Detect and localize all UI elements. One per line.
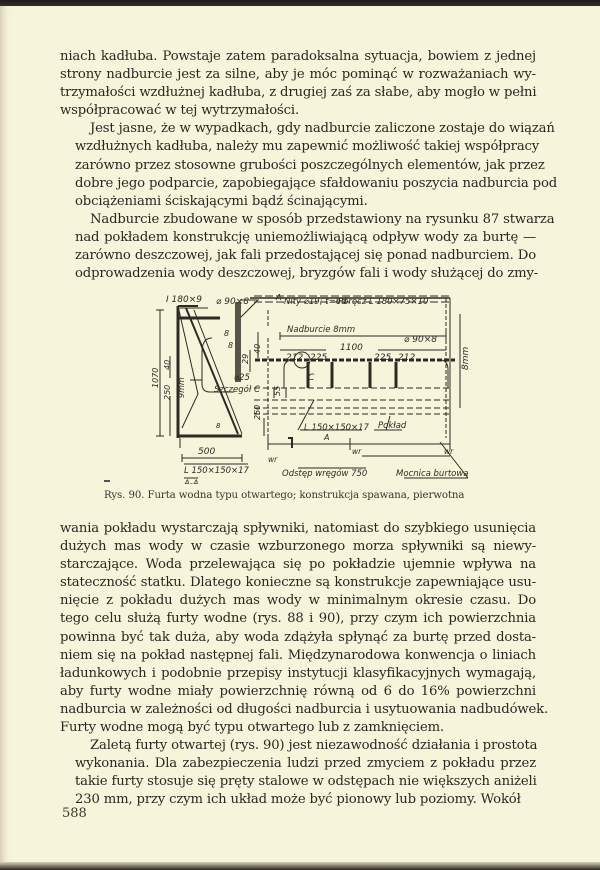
paragraph: [60, 737, 536, 809]
deck-line: [254, 385, 450, 400]
label-angle-bottom-mid: L 150×150×17: [304, 423, 369, 433]
text-line: nięcie z pokładu dużych mas wody w minimalnym okresie czasu. Do: [60, 593, 536, 609]
label-section-marker: A: [276, 293, 282, 302]
text-line: trzymałości wzdłużnej kadłuba, z drugiej zaś za słabe, aby mogło w pełni: [60, 85, 537, 101]
text-line: 230 mm, przy czym ich układ może być pionowy lub poziomy. Wokół: [75, 792, 521, 808]
text-line: strony nadburcie jest za silne, aby je móc pominąć w rozważaniach wy-: [60, 67, 536, 83]
text-line: nadburcia w zależności od długości nadburcia i usytuowania nadbudówek.: [60, 701, 549, 717]
text-line: powinna być tak duża, aby woda zdążyła spłynąć za burtę przed dosta-: [60, 629, 536, 645]
label-bulwark: Nadburcie 8mm: [287, 325, 356, 335]
text-line: aby furty wodne miały powierzchnię równą od 6 do 16% powierzchni: [60, 683, 536, 699]
label-angle-bottom-left: L 150×150×17: [184, 466, 249, 476]
label-dim-55: 55: [273, 385, 282, 396]
label-deck: Pokład: [378, 421, 407, 431]
text-line: stateczność statku. Dlatego konieczne są konstrukcje zapewniające usu-: [60, 575, 536, 591]
figure-caption: Rys. 90. Furta wodna typu otwartego; konstrukcja spawana, pierwotna: [104, 490, 465, 501]
text-line: dobre jego podparcie, zapobiegające sfałdowaniu poszycia nadburcia pod: [75, 175, 558, 191]
text-line: Nadburcie zbudowane w sposób przedstawiony na rysunku 87 stwarza: [90, 211, 555, 227]
paragraph: [60, 520, 549, 737]
label-dim-225-left: 225: [310, 353, 328, 363]
label-dim-212-right: 212: [398, 353, 416, 363]
text-line: obciążeniami ściskającymi bądź ścinającymi.: [75, 193, 368, 209]
label-dim-8mm: 8mm: [461, 346, 470, 370]
label-angle-bar-top: Poręcz L 180×75×10: [338, 297, 429, 307]
label-round-bar-2: ⌀ 90×8: [404, 335, 437, 345]
label-detail-c: Szczegół C: [214, 385, 260, 395]
text-line: zarówno deszczowej, jak fali przedostającej się ponad nadburciem. Do: [75, 248, 536, 264]
label-dim-29: 29: [241, 353, 250, 364]
label-dim-8-a: 8: [224, 329, 230, 338]
label-rivets: Nity ⌀19; t=6d: [284, 297, 347, 307]
text-line: wania pokładu wystarczają spływniki, natomiast do szybkiego usunięcia: [60, 521, 536, 536]
label-round-bar: ⌀ 90×8: [216, 297, 249, 307]
text-line: Zaletą furty otwartej (rys. 90) jest niezawodność działania i prostota: [90, 738, 538, 754]
label-dim-40: 40: [163, 359, 172, 370]
text-block-top: [60, 48, 558, 283]
text-line: zarówno przez stosowne grubości poszczególnych elementów, jak przez: [75, 157, 545, 173]
text-line: dużych mas wody w czasie wzburzonego morza spływniki są niewy-: [60, 539, 536, 555]
text-line: Jest jasne, że w wypadkach, gdy nadburcie zaliczone zostaje do wiązań: [90, 121, 555, 137]
label-section-marker-bottom: A: [324, 433, 330, 442]
paragraph: [60, 211, 555, 283]
label-frame-mid: wr: [352, 447, 362, 456]
label-dim-1100: 1100: [340, 343, 363, 353]
label-flat-bar-top: Ⅰ 180×9: [166, 295, 202, 305]
label-dim-225-right: 225: [374, 353, 392, 363]
text-line: nad pokładem konstrukcję uniemożliwiającą odpływ wody za burtę —: [75, 229, 536, 245]
label-sheer-strake: Mocnica burtowa: [396, 469, 469, 479]
stay-bracket: [186, 308, 238, 434]
figure-water-port-drawing: [150, 288, 470, 484]
label-dim-250-left: 250: [163, 384, 172, 400]
label-frame-spacing: Odstęp wręgów 750: [282, 469, 368, 479]
text-line: niach kadłuba. Powstaje zatem paradoksalna sytuacja, bowiem z jednej: [60, 49, 536, 64]
text-line: wzdłużnych kadłuba, należy mu zapewnić możliwość takiej współpracy: [75, 139, 540, 155]
text-line: takie furty stosuje się pręty stalowe w odstępach nie większych aniżeli: [75, 774, 537, 790]
paragraph: [60, 120, 558, 210]
label-c-marker: C: [308, 373, 315, 383]
label-frame-right: wr: [444, 447, 454, 456]
text-line: ładunkowych i podobnie przepisy instytucji klasyfikacyjnych wymagają,: [60, 665, 536, 681]
text-line: wykonania. Dla zabezpieczenia ludzi przed zmyciem z pokładu przez: [75, 756, 536, 772]
label-dim-1070: 1070: [151, 367, 160, 388]
print-mark: [104, 480, 110, 482]
text-line: Furty wodne mogą być typu otwartego lub z zamknięciem.: [60, 720, 445, 736]
technical-drawing: [150, 288, 470, 484]
text-line: tego celu służą furty wodne (rys. 88 i 90), przy czym ich powierzchnia: [60, 611, 536, 627]
text-block-bottom: [60, 520, 549, 810]
paragraph: [60, 48, 536, 120]
label-dim-phi25: ⌀25: [234, 373, 250, 383]
text-line: niem się na pokład następnej fali. Międzynarodowa konwencja o liniach: [60, 647, 536, 663]
text-line: współpracować w tej wytrzymałości.: [60, 103, 300, 119]
label-dim-9mm: 9mm: [177, 377, 186, 398]
label-dim-500: 500: [198, 447, 216, 457]
label-dim-40-detail: 40: [253, 343, 262, 354]
label-dim-8-c: 8: [216, 422, 221, 430]
label-section-aa: A-A: [184, 479, 199, 484]
text-line: starczające. Woda przelewająca się po pokładzie ujemnie wpływa na: [60, 557, 536, 573]
book-page: [0, 6, 600, 864]
page-edge-bottom: [0, 862, 600, 870]
label-dim-250-mid: 250: [253, 404, 262, 420]
page-number: 588: [62, 806, 87, 821]
label-dim-8-b: 8: [228, 341, 234, 350]
vertical-bars: [308, 362, 396, 388]
text-line: odprowadzenia wody deszczowej, bryzgów fali i wody służącej do zmy-: [75, 266, 539, 282]
label-dim-212-left: 212: [286, 353, 304, 363]
label-frame-left: wr: [268, 455, 278, 464]
